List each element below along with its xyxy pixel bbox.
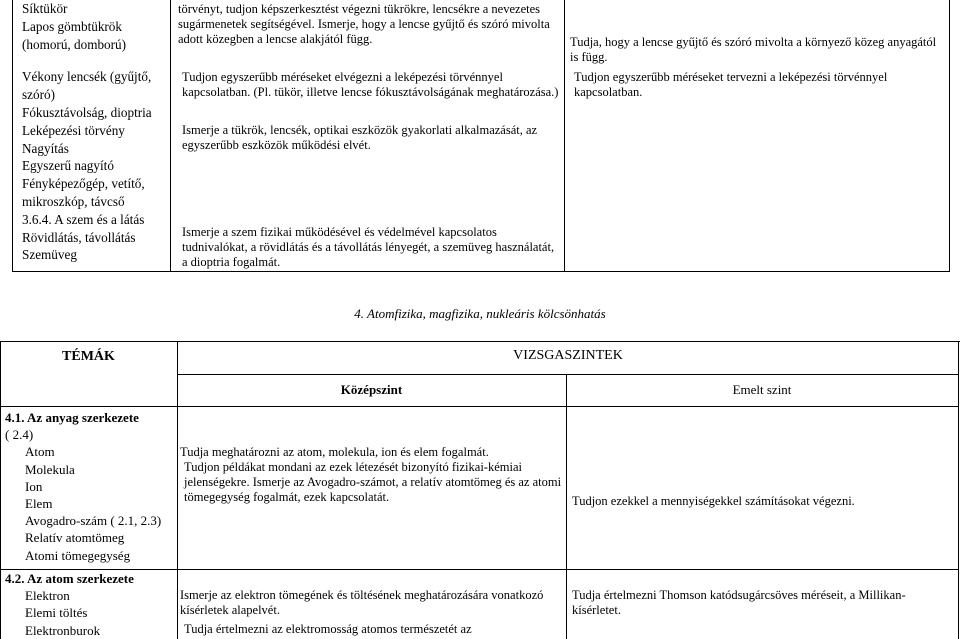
header-exam-levels: VIZSGASZINTEK [513, 348, 623, 363]
top-high-para-2: Tudjon egyszerűbb méréseket tervezni a leképezési törvénnyel kapcsolatban. [574, 70, 888, 100]
topic-line: Rövidlátás, távollátás [22, 229, 136, 245]
topic-item: Elektron [25, 588, 70, 604]
bottom-table-left-border [0, 341, 1, 639]
topics-atom-composition [5, 570, 175, 639]
mid-atom-para-2: Tudjon példákat mondani az ezek létezését bizonyító fizikai-kémiai jelenségekre. Ismerje az Avogadro-számot, a relatív atomtömeg és az atomi tömegegység fogalmát, ezek kapcsolatát. [184, 460, 562, 505]
bottom-table-right-border [958, 341, 959, 639]
high-atom-para: Tudjon ezekkel a mennyiségekkel számításokat végezni. [572, 494, 855, 508]
header-high-level: Emelt szint [732, 382, 792, 397]
mid-atom-para-1: Tudja meghatározni az atom, molekula, ion és elem fogalmát. [180, 445, 489, 459]
topic-line: mikroszkóp, távcső [22, 193, 125, 209]
topic-item: Relatív atomtömeg [25, 530, 125, 546]
topic-item: Elemi töltés [25, 605, 88, 621]
topic-line [22, 53, 168, 68]
topic-item: Atom [25, 444, 55, 460]
topic-line: Leképezési törvény [22, 122, 125, 138]
topic-item: Avogadro-szám ( 2.1, 2.3) [25, 513, 162, 529]
topic-heading-ref: ( 2.4) [5, 427, 34, 443]
topic-line: Fókusztávolság, dioptria [22, 104, 152, 120]
bottom-table-top-border [0, 341, 960, 342]
header-topics: TÉMÁK [62, 349, 115, 364]
top-mid-para-3: Ismerje a tükrök, lencsék, optikai eszközök gyakorlati alkalmazását, az egyszerűbb eszközök működési elvét. [182, 123, 538, 153]
mid-electron-para-2: Tudja értelmezni az elektromosság atomos természetét az [184, 622, 472, 636]
topic-line: Lapos gömbtükrök [22, 18, 122, 34]
top-table-right-border [949, 0, 950, 272]
top-high-para-1: Tudja, hogy a lencse gyűjtő és szóró mivolta a környező közeg anyagától is függ. [570, 35, 937, 65]
section-title: 4. Atomfizika, magfizika, nukleáris kölcsönhatás [354, 306, 606, 321]
header-mid-level: Középszint [340, 382, 403, 397]
top-topics-list [22, 0, 168, 264]
topic-item: Ion [25, 478, 43, 494]
bottom-table-divider-2 [566, 374, 567, 639]
topic-heading: 4.2. Az atom szerkezete [5, 571, 134, 586]
top-mid-para-4: Ismerje a szem fizikai működésével és védelmével kapcsolatos tudnivalókat, a rövidlátás és a távollátás lényegét, a szemüveg használatát, a dioptria fogalmát. [182, 225, 555, 270]
topic-line: Fényképezőgép, vetítő, [22, 176, 145, 192]
top-table-bottom-border [12, 271, 950, 272]
top-table-divider-1 [170, 0, 171, 272]
topic-line: Nagyítás [22, 140, 69, 156]
topic-line: Szemüveg [22, 247, 77, 263]
topic-item: Elektronburok [25, 622, 101, 638]
bottom-table-header-line [0, 406, 959, 407]
topic-item: Atomi tömegegység [25, 547, 131, 563]
topics-atom-structure [5, 409, 175, 564]
topic-line: szóró) [22, 87, 55, 103]
topic-heading: 4.1. Az anyag szerkezete [5, 410, 139, 425]
bottom-table-subheader-line [177, 374, 959, 375]
high-electron-para: Tudja értelmezni Thomson katódsugárcsöves méréseit, a Millikan-kísérletet. [572, 588, 906, 618]
top-mid-para-2: Tudjon egyszerűbb méréseket elvégezni a leképezési törvénnyel kapcsolatban. (Pl. tükör, illetve lencse fókusztávolságának meghatározása.) [182, 70, 559, 100]
topic-line: Egyszerű nagyító [22, 158, 114, 174]
topic-item: Elem [25, 496, 53, 512]
top-table-divider-2 [564, 0, 565, 272]
topic-line: (homorú, domború) [22, 36, 127, 52]
topic-line: 3.6.4. A szem és a látás [22, 211, 145, 227]
top-mid-para-1: törvényt, tudjon képszerkesztést végezni tükrökre, lencsékre a nevezetes sugármenetek segítségével. Ismerje, hogy a lencse gyűjtő és szóró mivolta adott közegben a lencse alakjától függ. [178, 2, 550, 47]
topic-item: Molekula [25, 461, 75, 477]
top-table-left-border [12, 0, 13, 272]
topic-line: Vékony lencsék (gyűjtő, [22, 69, 152, 85]
mid-electron-para-1: Ismerje az elektron tömegének és töltésének meghatározására vonatkozó kísérletek alapelvét. [180, 588, 544, 618]
topic-line: Síktükör [22, 1, 68, 16]
